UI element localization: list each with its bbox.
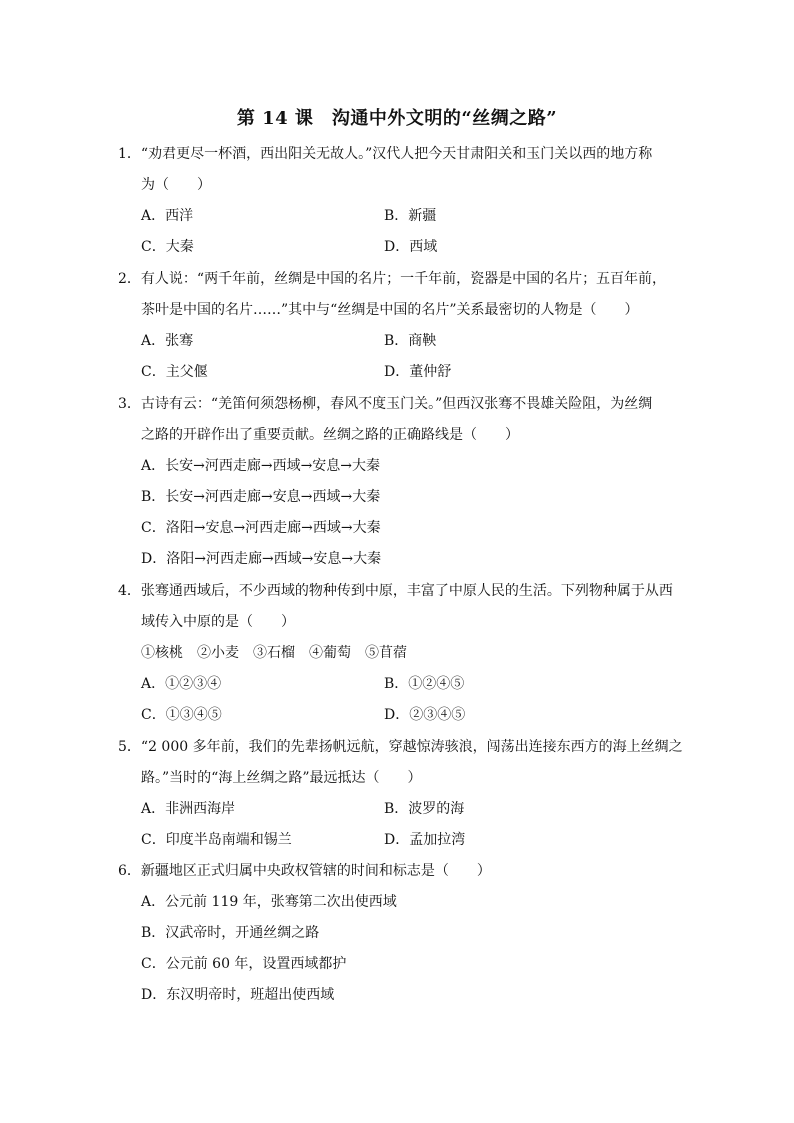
q4-option-c[interactable]: C．①③④⑤ [141, 707, 222, 723]
q2-stem-line1: 2．有人说：“两千年前，丝绸是中国的名片；一千年前，瓷器是中国的名片；五百年前， [118, 271, 667, 287]
q2-option-a[interactable]: A．张骞 [141, 333, 194, 349]
q3-stem-line2: 之路的开辟作出了重要贡献。丝绸之路的正确路线是（ ） [141, 427, 519, 443]
q4-option-a[interactable]: A．①②③④ [141, 676, 222, 692]
q3-option-c[interactable]: C．洛阳→安息→河西走廊→西域→大秦 [141, 520, 381, 536]
q1-stem-line2: 为（ ） [141, 177, 211, 193]
q5-option-c[interactable]: C．印度半岛南端和锡兰 [141, 832, 292, 848]
page-title: 第 14 课 沟通中外文明的“丝绸之路” [236, 108, 558, 129]
q2-option-c[interactable]: C．主父偃 [141, 364, 208, 380]
q2-option-d[interactable]: D．董仲舒 [384, 364, 452, 380]
q6-option-a[interactable]: A．公元前 119 年，张骞第二次出使西域 [141, 894, 397, 910]
q5-option-b[interactable]: B．波罗的海 [384, 801, 465, 817]
q4-option-b[interactable]: B．①②④⑤ [384, 676, 465, 692]
q2-stem-line2: 茶叶是中国的名片……”其中与“丝绸是中国的名片”关系最密切的人物是（ ） [141, 302, 639, 318]
q3-option-a[interactable]: A．长安→河西走廊→西域→安息→大秦 [141, 458, 381, 474]
q5-stem-line2: 路。”当时的“海上丝绸之路”最远抵达（ ） [141, 770, 422, 786]
q1-option-b[interactable]: B．新疆 [384, 208, 437, 224]
q6-option-d[interactable]: D．东汉明帝时，班超出使西域 [141, 987, 335, 1003]
q1-option-a[interactable]: A．西洋 [141, 208, 194, 224]
q5-stem-line1: 5．“2 000 多年前，我们的先辈扬帆远航，穿越惊涛骇浪，闯荡出连接东西方的海上丝绸之 [118, 739, 683, 755]
q6-stem-line1: 6．新疆地区正式归属中央政权管辖的时间和标志是（ ） [118, 863, 491, 879]
q3-stem-line1: 3．古诗有云：“羌笛何须怨杨柳，春风不度玉门关。”但西汉张骞不畏雄关险阻，为丝绸 [118, 396, 653, 412]
q1-option-d[interactable]: D．西域 [384, 239, 438, 255]
q5-option-d[interactable]: D．孟加拉湾 [384, 832, 466, 848]
q4-item-list: ①核桃 ②小麦 ③石榴 ④葡萄 ⑤苜蓿 [141, 645, 407, 661]
q6-option-c[interactable]: C．公元前 60 年，设置西域都护 [141, 956, 347, 972]
q2-option-b[interactable]: B．商鞅 [384, 333, 437, 349]
q5-option-a[interactable]: A．非洲西海岸 [141, 801, 236, 817]
q3-option-d[interactable]: D．洛阳→河西走廊→西域→安息→大秦 [141, 551, 382, 567]
q4-option-d[interactable]: D．②③④⑤ [384, 707, 466, 723]
q3-option-b[interactable]: B．长安→河西走廊→安息→西域→大秦 [141, 489, 381, 505]
q6-option-b[interactable]: B．汉武帝时，开通丝绸之路 [141, 925, 320, 941]
q1-stem-line1: 1．“劝君更尽一杯酒，西出阳关无故人。”汉代人把今天甘肃阳关和玉门关以西的地方称 [118, 146, 653, 162]
q1-option-c[interactable]: C．大秦 [141, 239, 194, 255]
q4-stem-line2: 域传入中原的是（ ） [141, 614, 295, 630]
q4-stem-line1: 4．张骞通西域后，不少西域的物种传到中原，丰富了中原人民的生活。下列物种属于从西 [118, 583, 673, 599]
